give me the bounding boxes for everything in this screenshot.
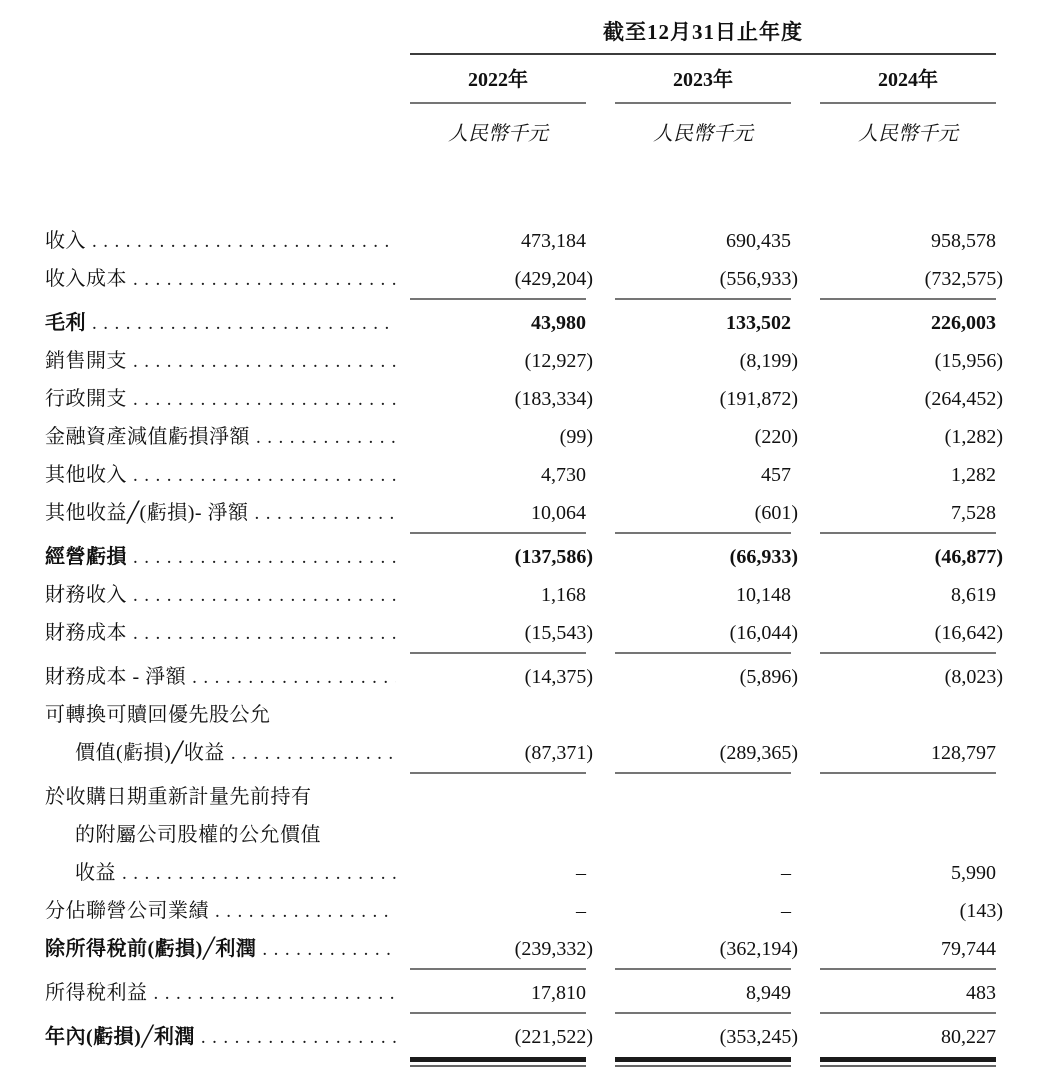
value-cell-2022 — [410, 494, 586, 532]
row-label: 金融資產減值虧損淨額 — [45, 426, 250, 448]
dot-leader — [133, 577, 396, 615]
value: (183,334) — [514, 388, 593, 410]
value: 133,502 — [726, 312, 791, 334]
value: 79,744 — [941, 938, 996, 960]
value-cell-2024 — [820, 734, 996, 772]
row-label: 所得稅利益 — [45, 982, 148, 1004]
value: (16,044) — [729, 622, 798, 644]
value: 958,578 — [931, 230, 996, 252]
value: 457 — [761, 464, 791, 486]
dot-leader — [201, 1019, 396, 1057]
value: (137,586) — [514, 546, 593, 568]
dot-leader — [154, 975, 397, 1013]
value-cell-2023 — [615, 974, 791, 1012]
value: (264,452) — [924, 388, 1003, 410]
value: (239,332) — [514, 938, 593, 960]
value: 80,227 — [941, 1026, 996, 1048]
row-label: 財務成本 - 淨額 — [45, 666, 187, 688]
value: (191,872) — [719, 388, 798, 410]
year-headers-row — [45, 55, 996, 102]
dot-leader — [92, 223, 396, 261]
row-label: 銷售開支 — [45, 350, 127, 372]
row-label: 財務成本 — [45, 622, 127, 644]
value: (220) — [754, 426, 798, 448]
row-label: 於收購日期重新計量先前持有 — [45, 786, 312, 808]
dot-leader — [255, 495, 396, 533]
value-cell-2023 — [615, 222, 791, 260]
dot-leader — [256, 419, 396, 457]
dot-leader — [133, 539, 396, 577]
value-cell-2024 — [820, 304, 996, 342]
value: 4,730 — [541, 464, 586, 486]
value: – — [781, 900, 791, 922]
dot-leader — [133, 381, 396, 419]
value-cell-2022 — [410, 342, 593, 380]
table-row-label-line — [45, 816, 996, 854]
value: (362,194) — [719, 938, 798, 960]
value: (143) — [959, 900, 1003, 922]
value-cell-2024 — [820, 930, 996, 968]
table-row — [45, 418, 1003, 456]
value-cell-2024 — [820, 1018, 996, 1056]
period-title: 截至12月31日止年度 — [603, 20, 803, 44]
value-cell-2022 — [410, 854, 586, 892]
value-cell-2023 — [615, 930, 798, 968]
value: (16,642) — [934, 622, 1003, 644]
value-cell-2023 — [615, 538, 798, 576]
table-row — [45, 930, 996, 968]
value-cell-2024 — [820, 494, 996, 532]
value: (15,543) — [524, 622, 593, 644]
value-cell-2023 — [615, 456, 791, 494]
unit-label-2022: 人民幣千元 — [448, 123, 548, 145]
value-cell-2022 — [410, 222, 586, 260]
value-cell-2022 — [410, 734, 593, 772]
value-cell-2022 — [410, 456, 586, 494]
value-cell-2022 — [410, 892, 586, 930]
year-column-header-2023: 2023年 — [673, 69, 733, 91]
row-label: 收入 — [45, 230, 86, 252]
table-row — [45, 614, 1003, 652]
year-column-header-2022: 2022年 — [468, 69, 528, 91]
value-cell-2022 — [410, 538, 593, 576]
value-cell-2022 — [410, 658, 593, 696]
value-cell-2022 — [410, 974, 586, 1012]
row-label: 的附屬公司股權的公允價值 — [75, 824, 321, 846]
value-cell-2022 — [410, 304, 586, 342]
value-cell-2024 — [820, 380, 1003, 418]
value-cell-2023 — [615, 1018, 798, 1056]
row-label: 財務收入 — [45, 584, 127, 606]
table-row — [45, 260, 1003, 298]
value-cell-2024 — [820, 222, 996, 260]
value-cell-2024 — [820, 974, 996, 1012]
value: (601) — [754, 502, 798, 524]
row-label: 收入成本 — [45, 268, 127, 290]
value-cell-2023 — [615, 576, 791, 614]
value-cell-2024 — [820, 418, 1003, 456]
row-label: 可轉換可贖回優先股公允 — [45, 704, 271, 726]
row-label: 分佔聯營公司業績 — [45, 900, 209, 922]
value: 8,949 — [746, 982, 791, 1004]
value-cell-2023 — [615, 854, 791, 892]
dot-leader — [133, 343, 396, 381]
dot-leader — [133, 261, 396, 299]
header-body-gap — [45, 156, 996, 222]
header-label-spacer — [45, 0, 410, 53]
dot-leader — [231, 735, 396, 773]
row-label: 毛利 — [45, 312, 86, 334]
value: 5,990 — [951, 862, 996, 884]
dot-leader — [192, 659, 396, 697]
value-cell-2023 — [615, 304, 791, 342]
table-row — [45, 222, 996, 260]
value: (556,933) — [719, 268, 798, 290]
row-label: 除所得稅前(虧損)╱利潤 — [45, 938, 257, 960]
value: 8,619 — [951, 584, 996, 606]
value-cell-2022 — [410, 260, 593, 298]
row-label: 經營虧損 — [45, 546, 127, 568]
value: (66,933) — [729, 546, 798, 568]
table-row — [45, 342, 1003, 380]
value-cell-2024 — [820, 456, 996, 494]
value-cell-2024 — [820, 658, 1003, 696]
units-row — [45, 108, 996, 156]
value: 690,435 — [726, 230, 791, 252]
value-cell-2024 — [820, 614, 1003, 652]
value: 10,064 — [531, 502, 586, 524]
value: 128,797 — [931, 742, 996, 764]
value: – — [576, 862, 586, 884]
unit-label-2024: 人民幣千元 — [858, 123, 958, 145]
table-row — [45, 658, 1003, 696]
table-row — [45, 494, 996, 532]
value: (289,365) — [719, 742, 798, 764]
value: (1,282) — [944, 426, 1003, 448]
table-row — [45, 892, 1003, 930]
table-body — [45, 222, 1003, 1073]
value: (353,245) — [719, 1026, 798, 1048]
table-row — [45, 1018, 996, 1056]
value: 483 — [966, 982, 996, 1004]
value: (8,023) — [944, 666, 1003, 688]
table-row — [45, 304, 996, 342]
value-cell-2024 — [820, 576, 996, 614]
value: (221,522) — [514, 1026, 593, 1048]
value-cell-2023 — [615, 342, 798, 380]
value-cell-2024 — [820, 342, 1003, 380]
value: 10,148 — [736, 584, 791, 606]
value: – — [576, 900, 586, 922]
value-cell-2024 — [820, 892, 1003, 930]
value: 43,980 — [531, 312, 586, 334]
value-cell-2023 — [615, 260, 798, 298]
value: (732,575) — [924, 268, 1003, 290]
value-cell-2023 — [615, 380, 798, 418]
row-label: 其他收益╱(虧損)- 淨額 — [45, 502, 249, 524]
value: (46,877) — [934, 546, 1003, 568]
table-row-label-line — [45, 778, 996, 816]
table-row — [45, 974, 996, 1012]
table-row — [45, 380, 1003, 418]
value: 1,168 — [541, 584, 586, 606]
value: 1,282 — [951, 464, 996, 486]
row-label: 其他收入 — [45, 464, 127, 486]
value-cell-2024 — [820, 538, 1003, 576]
value: (15,956) — [934, 350, 1003, 372]
value-cell-2024 — [820, 854, 996, 892]
value-cell-2022 — [410, 614, 593, 652]
dot-leader — [122, 855, 396, 893]
value: – — [781, 862, 791, 884]
value: (99) — [559, 426, 593, 448]
value: 17,810 — [531, 982, 586, 1004]
value: (14,375) — [524, 666, 593, 688]
value-cell-2022 — [410, 930, 593, 968]
table-header — [45, 0, 996, 53]
value-cell-2022 — [410, 576, 586, 614]
value: (5,896) — [739, 666, 798, 688]
value-cell-2023 — [615, 614, 798, 652]
value-cell-2022 — [410, 380, 593, 418]
value: (87,371) — [524, 742, 593, 764]
double-rule — [45, 1056, 996, 1073]
value: 226,003 — [931, 312, 996, 334]
value-cell-2024 — [820, 260, 1003, 298]
table-row — [45, 456, 996, 494]
value: 7,528 — [951, 502, 996, 524]
table-row — [45, 854, 996, 892]
value-cell-2023 — [615, 658, 798, 696]
value-cell-2023 — [615, 734, 798, 772]
dot-leader — [215, 893, 396, 931]
table-row — [45, 734, 996, 772]
table-row — [45, 538, 1003, 576]
year-column-header-2024: 2024年 — [878, 69, 938, 91]
value: 473,184 — [521, 230, 586, 252]
unit-label-2023: 人民幣千元 — [653, 123, 753, 145]
table-row-label-line — [45, 696, 996, 734]
dot-leader — [262, 931, 396, 969]
value: (8,199) — [739, 350, 798, 372]
row-label: 價值(虧損)╱收益 — [75, 742, 225, 764]
dot-leader — [133, 457, 396, 495]
row-label: 收益 — [75, 862, 116, 884]
row-label: 行政開支 — [45, 388, 127, 410]
row-label: 年內(虧損)╱利潤 — [45, 1026, 195, 1048]
value: (429,204) — [514, 268, 593, 290]
value-cell-2023 — [615, 418, 798, 456]
value-cell-2022 — [410, 1018, 593, 1056]
value-cell-2022 — [410, 418, 593, 456]
dot-leader — [92, 305, 396, 343]
value: (12,927) — [524, 350, 593, 372]
value-cell-2023 — [615, 892, 791, 930]
dot-leader — [133, 615, 396, 653]
value-cell-2023 — [615, 494, 798, 532]
table-row — [45, 576, 996, 614]
